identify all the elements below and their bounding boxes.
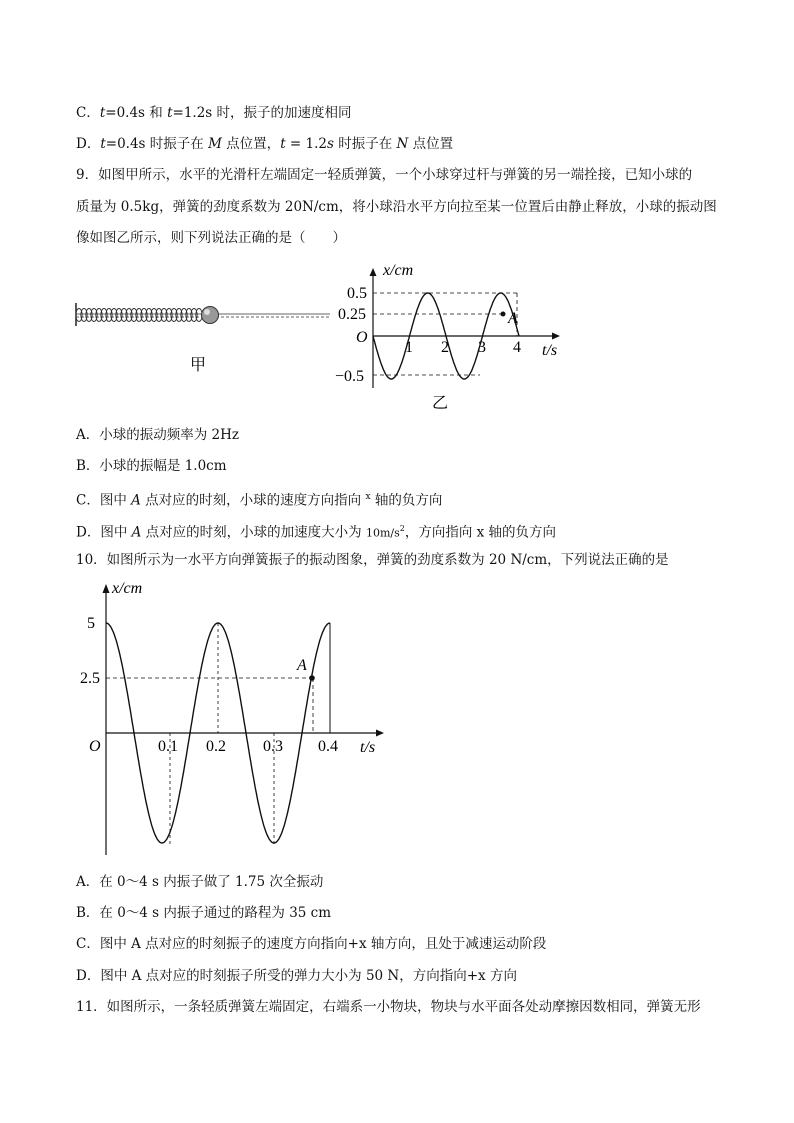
q10-figure-graph (80, 575, 390, 865)
q9-xtick: 4 (513, 339, 521, 356)
q10-option-c: C．图中 A 点对应的时刻振子的速度方向指向+x 轴方向，且处于减速运动阶段 (76, 936, 547, 952)
q9-caption-jia: 甲 (190, 357, 207, 374)
q9-option-d: D．图中 A 点对应的时刻，小球的加速度大小为 $10m/s^2$，方向指向 x 轴的负方向 (76, 524, 557, 541)
q9-origin: O (356, 329, 368, 346)
q9-y-axis-label: x/cm (383, 262, 414, 279)
q9-point-a (501, 312, 506, 317)
q10-x-axis-label: t/s (360, 739, 376, 756)
q9-option-c: C．图中 A 点对应的时刻，小球的速度方向指向 $^x$ 轴的负方向 (76, 492, 443, 509)
q10-option-d: D．图中 A 点对应的时刻振子所受的弹力大小为 50 N，方向指向+x 方向 (76, 968, 517, 984)
spring-coils (76, 309, 202, 322)
q10-xtick: 0.2 (206, 738, 226, 755)
q9-xtick: 1 (405, 339, 413, 356)
q9-stem-line1: 9．如图甲所示，水平的光滑杆左端固定一轻质弹簧，一个小球穿过杆与弹簧的另一端拴接，已知小球的 (76, 167, 693, 183)
q9-stem-line3: 像如图乙所示，则下列说法正确的是（ ） (76, 230, 346, 246)
q9-caption-yi: 乙 (432, 395, 449, 412)
q10-stem: 10．如图所示为一水平方向弹簧振子的振动图象，弹簧的劲度系数为 20 N/cm，下列说法正确的是 (76, 552, 669, 568)
q10-point-label: A (297, 657, 307, 674)
q8-option-c: C．t=0.4s 和 t=1.2s 时，振子的加速度相同 (76, 105, 352, 121)
q9-ytick: −0.5 (335, 368, 365, 385)
q10-option-b: B．在 0～4 s 内振子通过的路程为 35 cm (76, 905, 332, 921)
q9-point-label: A (508, 310, 518, 327)
q9-option-a: A．小球的振动频率为 2Hz (76, 427, 240, 443)
q10-xtick: 0.1 (158, 738, 178, 755)
q10-xtick: 0.4 (318, 738, 338, 755)
q9-xtick: 3 (478, 339, 486, 356)
q9-figure-graph (330, 258, 570, 418)
q9-xtick: 2 (441, 339, 449, 356)
q10-ytick: 5 (87, 615, 95, 632)
q10-option-a: A．在 0～4 s 内振子做了 1.75 次全振动 (76, 874, 324, 890)
q9-stem-line2: 质量为 0.5kg，弹簧的劲度系数为 20N/cm，将小球沿水平方向拉至某一位置后由静止释放，小球的振动图 (76, 199, 717, 215)
q10-origin: O (89, 738, 101, 755)
q8-option-d: D．t=0.4s 时振子在 M 点位置，t = 1.2s 时振子在 N 点位置 (76, 136, 454, 152)
q10-y-axis-label: x/cm (112, 580, 143, 597)
q9-ytick: 0.25 (338, 306, 366, 323)
q10-xtick: 0.3 (263, 738, 283, 755)
q9-option-b: B．小球的振幅是 1.0cm (76, 458, 227, 474)
q10-point-a (309, 675, 315, 681)
q9-figure-spring (70, 290, 340, 380)
q10-ytick: 2.5 (80, 670, 100, 687)
q9-x-axis-label: t/s (542, 342, 558, 359)
q11-stem-line1: 11．如图所示，一条轻质弹簧左端固定，右端系一小物块，物块与水平面各处动摩擦因数相同，弹簧无形 (76, 999, 701, 1015)
q9-ytick: 0.5 (347, 285, 367, 302)
